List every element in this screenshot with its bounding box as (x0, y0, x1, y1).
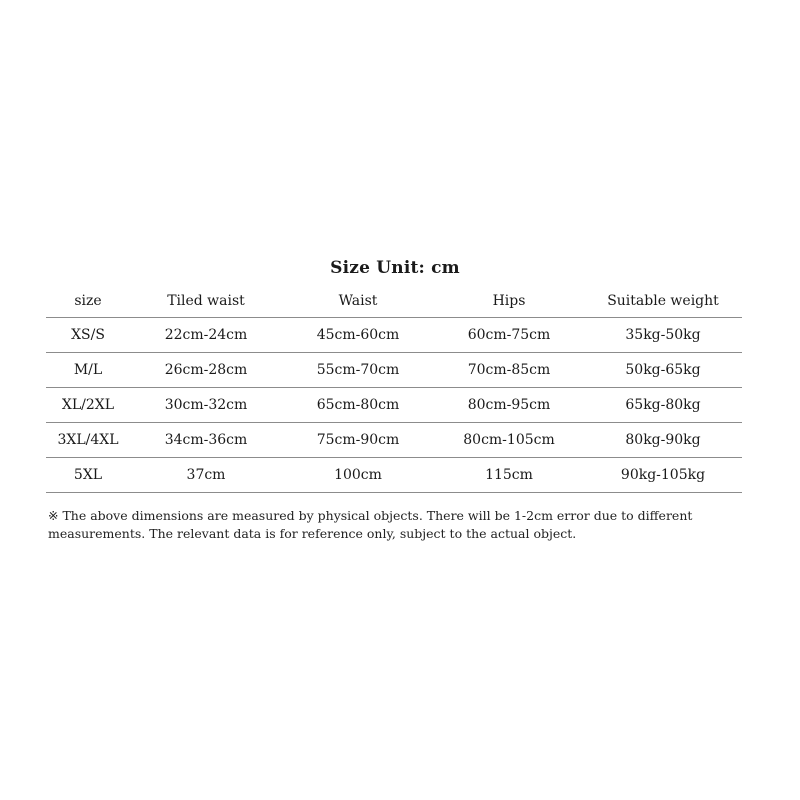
cell-suitable-weight: 90kg-105kg (584, 458, 742, 493)
header-tiled-waist: Tiled waist (130, 284, 282, 318)
cell-tiled-waist: 26cm-28cm (130, 353, 282, 388)
cell-waist: 65cm-80cm (282, 388, 434, 423)
cell-size: M/L (46, 353, 130, 388)
cell-waist: 100cm (282, 458, 434, 493)
cell-tiled-waist: 37cm (130, 458, 282, 493)
header-size: size (46, 284, 130, 318)
cell-suitable-weight: 35kg-50kg (584, 318, 742, 353)
header-hips: Hips (434, 284, 584, 318)
table-body (46, 318, 742, 493)
cell-size: 3XL/4XL (46, 423, 130, 458)
cell-hips: 115cm (434, 458, 584, 493)
size-chart-title: Size Unit: cm (330, 258, 460, 278)
cell-size: XS/S (46, 318, 130, 353)
table-row (46, 458, 742, 493)
cell-waist: 75cm-90cm (282, 423, 434, 458)
cell-hips: 70cm-85cm (434, 353, 584, 388)
cell-waist: 55cm-70cm (282, 353, 434, 388)
header-waist: Waist (282, 284, 434, 318)
header-row (46, 284, 742, 318)
cell-waist: 45cm-60cm (282, 318, 434, 353)
table-row (46, 423, 742, 458)
cell-tiled-waist: 34cm-36cm (130, 423, 282, 458)
cell-size: XL/2XL (46, 388, 130, 423)
cell-hips: 60cm-75cm (434, 318, 584, 353)
table-header (46, 284, 742, 318)
note-line-1: ※ The above dimensions are measured by physical objects. There will be 1-2cm error due to different (48, 508, 693, 523)
cell-size: 5XL (46, 458, 130, 493)
cell-hips: 80cm-95cm (434, 388, 584, 423)
cell-tiled-waist: 30cm-32cm (130, 388, 282, 423)
cell-hips: 80cm-105cm (434, 423, 584, 458)
table-row (46, 388, 742, 423)
table-row (46, 353, 742, 388)
table-row (46, 318, 742, 353)
header-suitable-weight: Suitable weight (584, 284, 742, 318)
size-chart-table (46, 284, 742, 493)
cell-suitable-weight: 65kg-80kg (584, 388, 742, 423)
cell-suitable-weight: 50kg-65kg (584, 353, 742, 388)
cell-tiled-waist: 22cm-24cm (130, 318, 282, 353)
measurement-note (48, 507, 748, 543)
note-line-2: measurements. The relevant data is for reference only, subject to the actual object. (48, 526, 577, 541)
cell-suitable-weight: 80kg-90kg (584, 423, 742, 458)
